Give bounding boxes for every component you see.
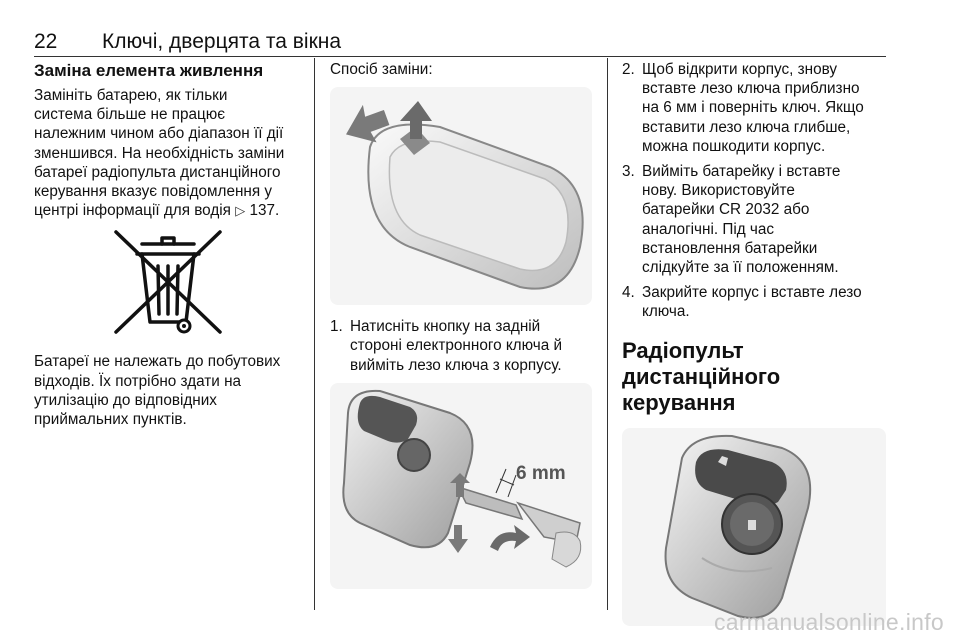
step-line: стороні електронного ключа й — [350, 337, 563, 355]
step-line: вставте лезо ключа приблизно — [642, 80, 860, 98]
step-item — [330, 317, 592, 375]
step-number: 4. — [622, 284, 635, 302]
key-blade-drawing — [330, 383, 592, 589]
heading-line: керування — [622, 389, 736, 415]
step-number: 2. — [622, 61, 635, 78]
step-line: аналогічні. Під час — [642, 220, 775, 238]
disposal-paragraph — [34, 352, 302, 429]
page-title: Ключі, дверцята та вікна — [102, 30, 342, 53]
key-fob-back-drawing — [330, 87, 592, 305]
step-line: Натисніть кнопку на задній — [350, 318, 541, 336]
disposal-para-line: Батареї не належать до побутових — [34, 353, 281, 371]
column-battery-replacement — [34, 60, 302, 429]
key-blade-insertion-illustration — [330, 383, 592, 589]
step-line: нову. Використовуйте — [642, 182, 795, 200]
column-steps-continued — [622, 60, 886, 626]
page-ref-icon[interactable]: ▷ — [235, 203, 246, 219]
step-item — [622, 162, 886, 277]
section-heading-remote — [622, 338, 886, 416]
step-item — [622, 283, 886, 321]
steps-list-1 — [330, 317, 592, 375]
step-line: Щоб відкрити корпус, знову — [642, 61, 838, 78]
disposal-para-line: утилізацію до відповідних — [34, 391, 217, 409]
watermark: carmanualsonline.info — [713, 609, 944, 635]
recycle-bin-crossed-icon — [34, 226, 302, 338]
battery-para-line: належним чином або діапазон її дії — [34, 125, 284, 143]
section-heading-battery: Заміна елемента живлення — [34, 61, 264, 80]
step-line: слідкуйте за її положенням. — [642, 259, 839, 277]
step-line: можна пошкодити корпус. — [642, 137, 826, 155]
battery-para-line: центрі інформації для водія — [34, 202, 231, 220]
column-replacement-method — [330, 60, 592, 589]
battery-para-line: система більше не працює — [34, 106, 226, 124]
battery-para-line: Замініть батарею, як тільки — [34, 87, 228, 104]
steps-list-2 — [622, 60, 886, 322]
battery-para-line: керування вказує повідомлення у — [34, 183, 273, 201]
page-ref-number[interactable]: 137. — [249, 202, 280, 220]
step-line: встановлення батарейки — [642, 239, 818, 257]
disposal-para-line: приймальних пунктів. — [34, 411, 187, 429]
disposal-para-line: відходів. Їх потрібно здати на — [34, 372, 242, 390]
battery-para-line: батареї радіопульта дистанційного — [34, 163, 281, 181]
header-rule — [34, 56, 886, 57]
step-line: Вийміть батарейку і вставте — [642, 163, 841, 181]
step-line: Закрийте корпус і вставте лезо — [642, 284, 862, 302]
step-number: 3. — [622, 163, 635, 181]
step-line: вийміть лезо ключа з корпусу. — [350, 356, 562, 374]
dimension-label: 6 mm — [516, 462, 566, 484]
step-line: на 6 мм і поверніть ключ. Якщо — [642, 99, 864, 117]
step-line: вставити лезо ключа глибше, — [642, 118, 851, 136]
battery-para-line: зменшився. На необхідність заміни — [34, 144, 285, 162]
step-number: 1. — [330, 318, 343, 336]
step-line: ключа. — [642, 303, 690, 321]
page-number: 22 — [34, 30, 58, 53]
method-intro: Спосіб заміни: — [330, 61, 433, 78]
step-line: батарейки CR 2032 або — [642, 201, 810, 219]
step-item — [622, 60, 886, 156]
key-fob-back-illustration — [330, 87, 592, 305]
heading-line: Радіопульт дистанційного — [622, 337, 781, 389]
remote-fob-front-drawing — [622, 428, 886, 626]
column-divider-1 — [314, 58, 315, 610]
battery-paragraph — [34, 86, 302, 220]
page-header — [34, 30, 886, 56]
column-divider-2 — [607, 58, 608, 610]
remote-control-illustration — [622, 428, 886, 626]
